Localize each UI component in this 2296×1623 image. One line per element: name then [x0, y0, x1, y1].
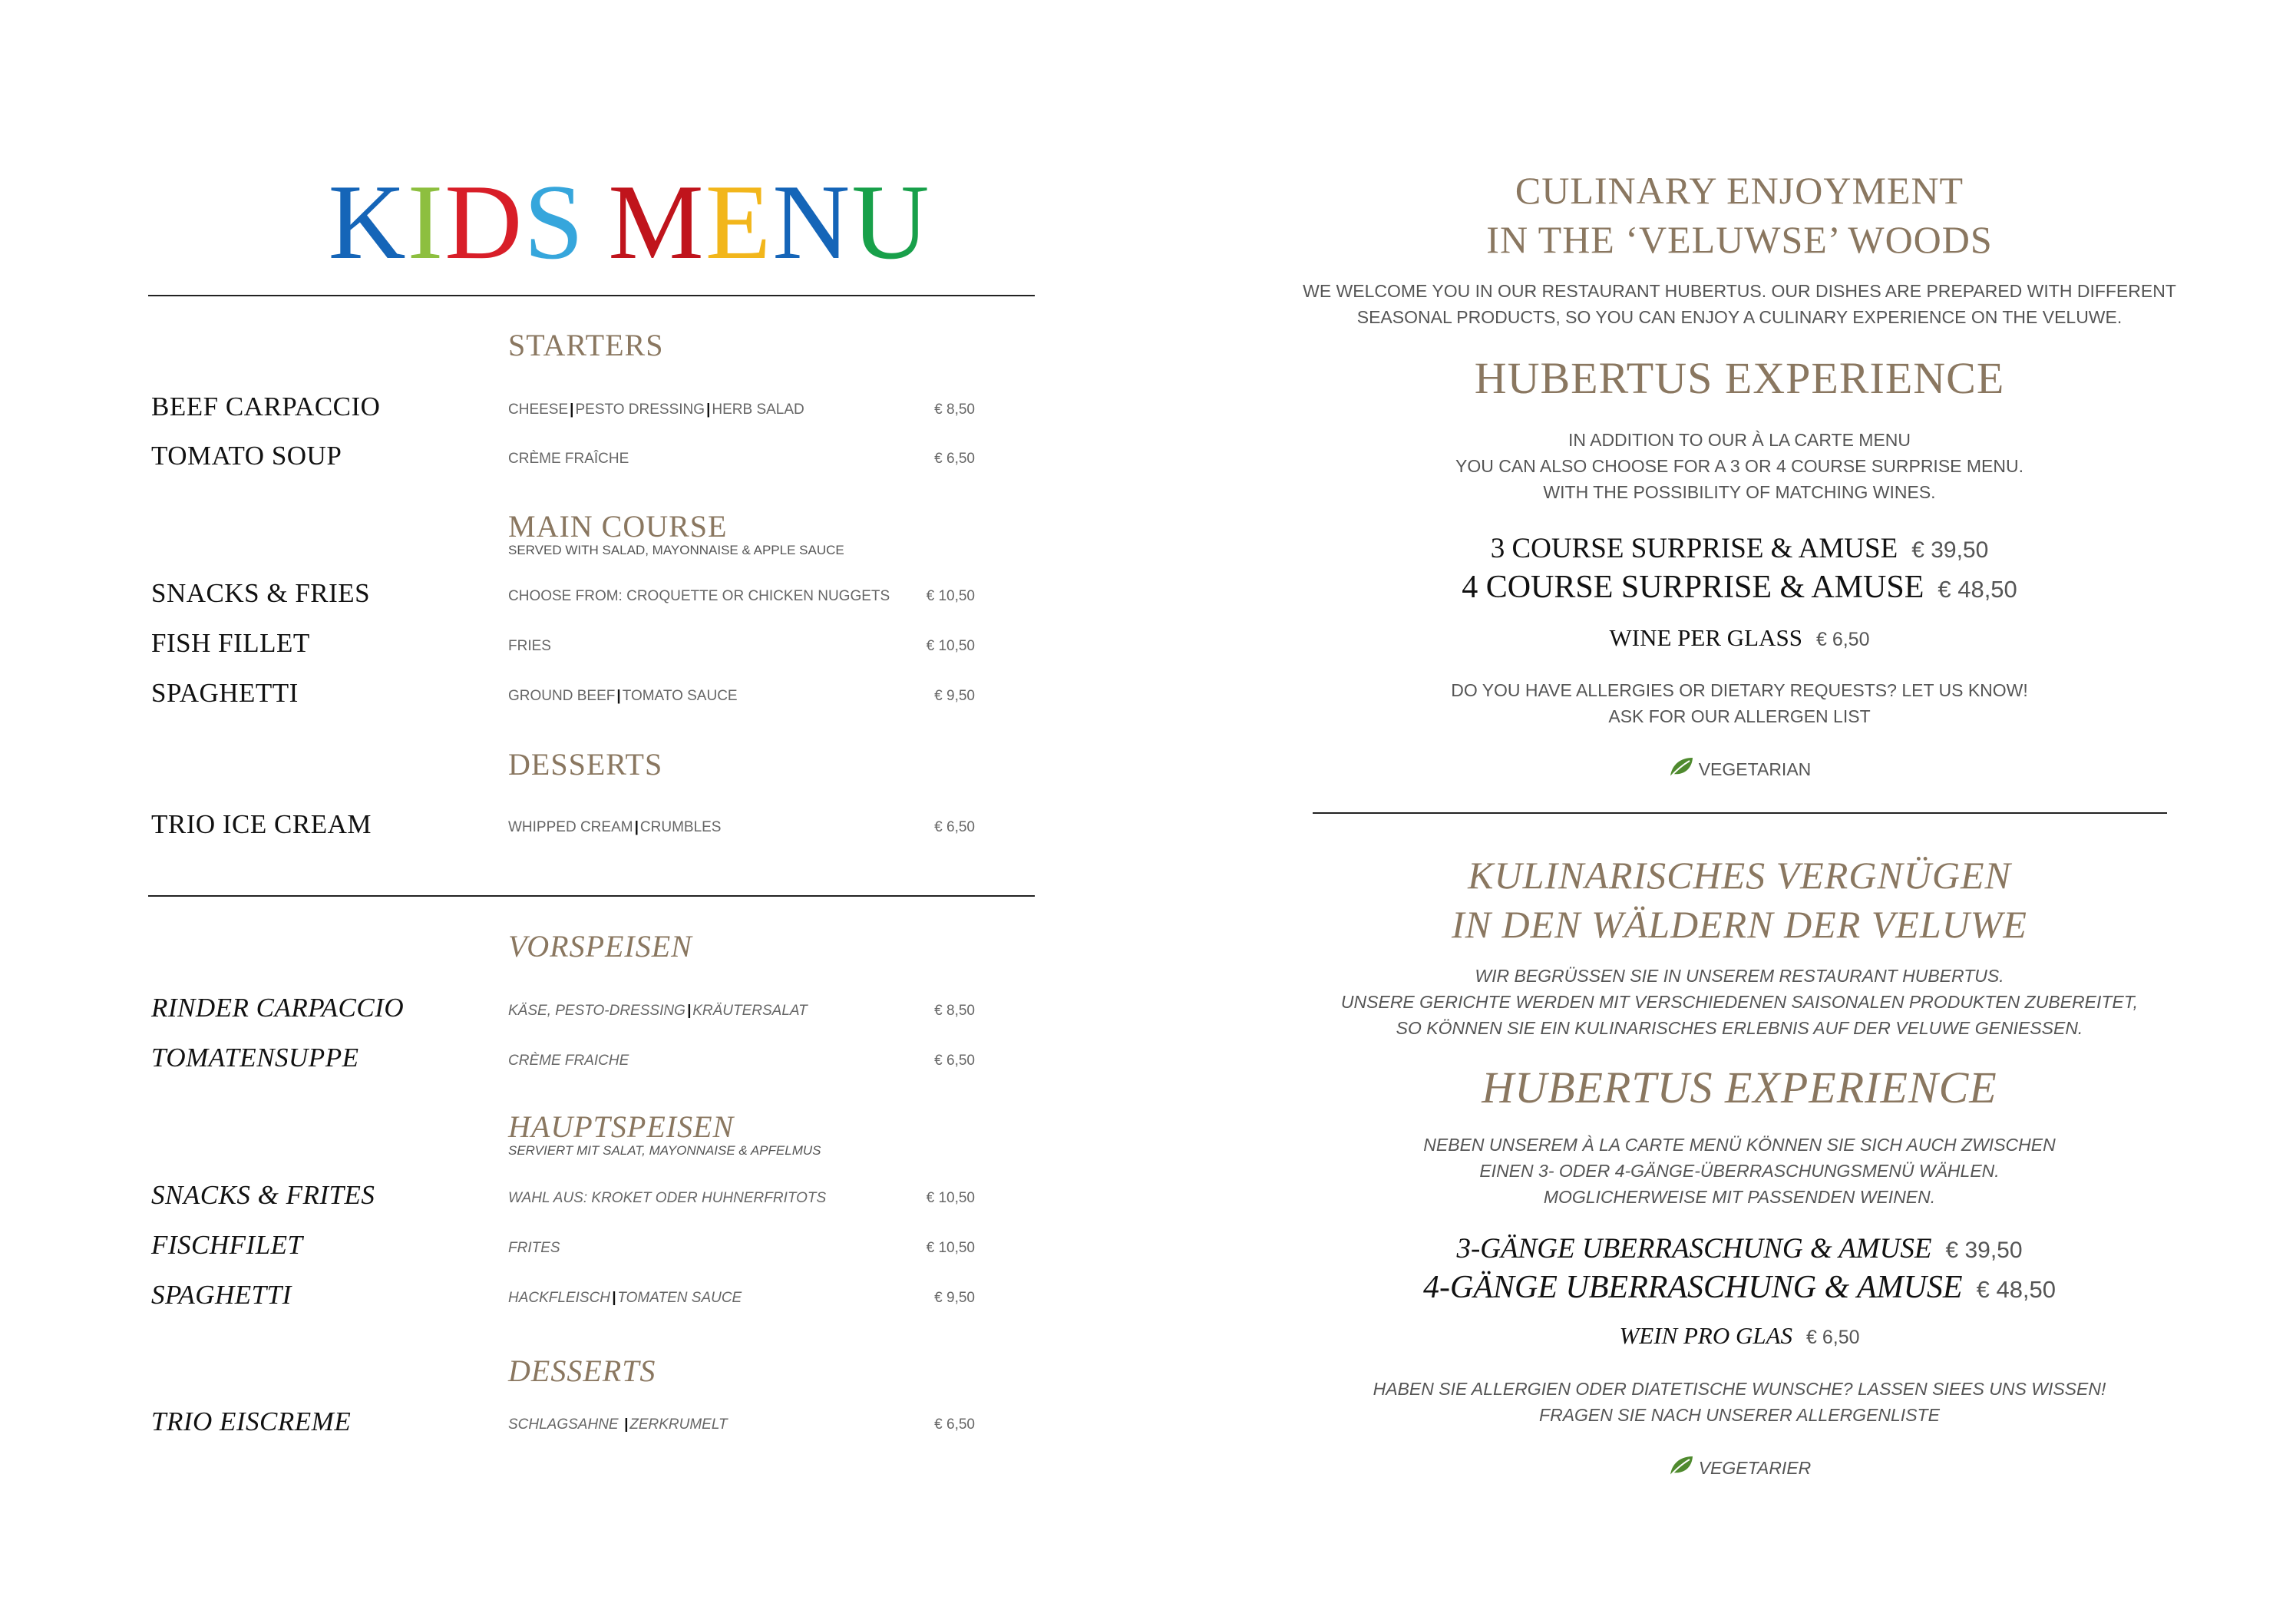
dish-price: € 6,50: [934, 1053, 975, 1069]
dish-description: SCHLAGSAHNE | ZERKRUMELT: [508, 1416, 728, 1433]
experience-text-de: NEBEN UNSEREM À LA CARTE MENÜ KÖNNEN SIE SICH AUCH ZWISCHEN EINEN 3- ODER 4-GÄNGE-ÜBERRASCHUNGSMENÜ WÄHLEN. MOGLICHERWEISE MIT PASSENDEN WEINEN.: [1423, 1135, 2056, 1207]
vegetarian-legend-en: VEGETARIAN: [1287, 755, 2192, 778]
dish-price: € 9,50: [934, 1290, 975, 1306]
dish-price: € 8,50: [934, 402, 975, 418]
dish-name: TRIO ICE CREAM: [151, 809, 372, 839]
section-heading-starters: STARTERS: [508, 328, 664, 362]
section-heading-desserts: DESSERTS: [508, 747, 663, 782]
dish-name: FISH FILLET: [151, 628, 310, 658]
dish-name: TOMATENSUPPE: [151, 1043, 359, 1073]
info-page: [1148, 0, 2296, 1623]
dish-name: SNACKS & FRIES: [151, 578, 371, 608]
dish-name: TRIO EISCREME: [151, 1406, 352, 1436]
vegetarian-legend-de: VEGETARIER: [1287, 1454, 2192, 1477]
divider: [148, 295, 1035, 296]
section-heading-main-course: MAIN COURSE: [508, 509, 728, 544]
intro-text-de: WIR BEGRÜSSEN SIE IN UNSEREM RESTAURANT HUBERTUS. UNSERE GERICHTE WERDEN MIT VERSCHIEDENEN SAISONALEN PRODUKTEN ZUBEREITET, SO KÖNNEN SIE EIN KULINARISCHES ERLEBNIS AUF DER VELUWE GENIESSEN.: [1340, 966, 2139, 1038]
dish-description: CRÈME FRAICHE: [508, 1053, 629, 1069]
section-note: SERVED WITH SALAD, MAYONNAISE & APPLE SAUCE: [508, 543, 844, 557]
dish-description: WHIPPED CREAM | CRUMBLES: [508, 819, 722, 835]
dish-description: FRIES: [508, 638, 551, 654]
course4-line-en: 4 COURSE SURPRISE & AMUSE € 48,50: [1462, 570, 2017, 605]
allergy-text-en: DO YOU HAVE ALLERGIES OR DIETARY REQUESTS? LET US KNOW! ASK FOR OUR ALLERGEN LIST: [1451, 680, 2028, 726]
allergy-text-de: HABEN SIE ALLERGIEN ODER DIATETISCHE WUNSCHE? LASSEN SIEES UNS WISSEN! FRAGEN SIE NACH UNSERER ALLERGENLISTE: [1373, 1379, 2106, 1425]
title-letter-i: I: [407, 163, 445, 282]
section-heading-desserts-de: DESSERTS: [508, 1354, 656, 1388]
culinary-title-en: CULINARY ENJOYMENT IN THE ‘VELUWSE’ WOODS: [1486, 169, 1993, 261]
dish-price: € 10,50: [926, 588, 975, 604]
divider: [1313, 812, 2167, 814]
dish-description: CHOOSE FROM: CROQUETTE OR CHICKEN NUGGETS: [508, 588, 890, 604]
kids-menu-title: [0, 163, 1259, 282]
wine-line-en: WINE PER GLASS € 6,50: [1609, 624, 1870, 651]
experience-text-en: IN ADDITION TO OUR À LA CARTE MENU YOU CAN ALSO CHOOSE FOR A 3 OR 4 COURSE SURPRISE MENU. WITH THE POSSIBILITY OF MATCHING WINES.: [1455, 430, 2023, 502]
dish-description: CHEESE | PESTO DRESSING | HERB SALAD: [508, 402, 804, 418]
dish-description: CRÈME FRAÎCHE: [508, 451, 629, 467]
culinary-title-de: KULINARISCHES VERGNÜGEN IN DEN WÄLDERN DER VELUWE: [1452, 854, 2027, 946]
dish-price: € 6,50: [934, 1416, 975, 1433]
course4-line-de: 4-GÄNGE UBERRASCHUNG & AMUSE € 48,50: [1422, 1270, 2056, 1305]
dish-price: € 8,50: [934, 1003, 975, 1019]
wine-line-de: WEIN PRO GLAS € 6,50: [1619, 1322, 1860, 1349]
course3-line-en: 3 COURSE SURPRISE & AMUSE € 39,50: [1490, 533, 1989, 564]
section-note: SERVIERT MIT SALAT, MAYONNAISE & APFELMUS: [508, 1143, 821, 1158]
title-letter-n: N: [772, 163, 852, 282]
dish-name: SPAGHETTI: [151, 678, 299, 708]
title-letter-k: K: [328, 163, 408, 282]
leaf-icon: [1668, 755, 1694, 778]
dish-name: BEEF CARPACCIO: [151, 392, 381, 421]
dish-price: € 6,50: [934, 819, 975, 835]
title-letter-u: U: [851, 163, 931, 282]
dish-description: KÄSE, PESTO-DRESSING | KRÄUTERSALAT: [508, 1003, 808, 1019]
dish-description: HACKFLEISCH | TOMATEN SAUCE: [508, 1290, 742, 1306]
dish-price: € 10,50: [926, 1240, 975, 1256]
divider: [148, 895, 1035, 897]
dish-price: € 10,50: [926, 638, 975, 654]
section-heading-hauptspeisen: HAUPTSPEISEN: [508, 1109, 735, 1144]
section-heading-vorspeisen: VORSPEISEN: [508, 929, 692, 964]
title-letter-s: S: [524, 163, 586, 282]
title-letter-e: E: [705, 163, 773, 282]
dish-price: € 9,50: [934, 688, 975, 704]
dish-description: WAHL AUS: KROKET ODER HUHNERFRITOTS: [508, 1190, 827, 1206]
title-letter-d: D: [444, 163, 524, 282]
experience-heading-de: HUBERTUS EXPERIENCE: [1482, 1063, 1997, 1112]
intro-text-en: WE WELCOME YOU IN OUR RESTAURANT HUBERTUS. OUR DISHES ARE PREPARED WITH DIFFERENT SEASONAL PRODUCTS, SO YOU CAN ENJOY A CULINARY EXPERIENCE ON THE VELUWE.: [1303, 281, 2176, 327]
dish-description: GROUND BEEF | TOMATO SAUCE: [508, 688, 738, 704]
dish-price: € 6,50: [934, 451, 975, 467]
dish-description: FRITES: [508, 1240, 560, 1256]
dish-name: FISCHFILET: [151, 1230, 303, 1260]
dish-name: SNACKS & FRITES: [151, 1180, 375, 1210]
title-letter-m: M: [608, 163, 705, 282]
dish-name: SPAGHETTI: [151, 1280, 292, 1310]
leaf-icon: [1668, 1454, 1694, 1477]
dish-name: RINDER CARPACCIO: [151, 993, 405, 1023]
dish-name: TOMATO SOUP: [151, 441, 342, 471]
dish-price: € 10,50: [926, 1190, 975, 1206]
experience-heading-en: HUBERTUS EXPERIENCE: [1474, 353, 2005, 403]
course3-line-de: 3-GÄNGE UBERRASCHUNG & AMUSE € 39,50: [1456, 1233, 2023, 1264]
